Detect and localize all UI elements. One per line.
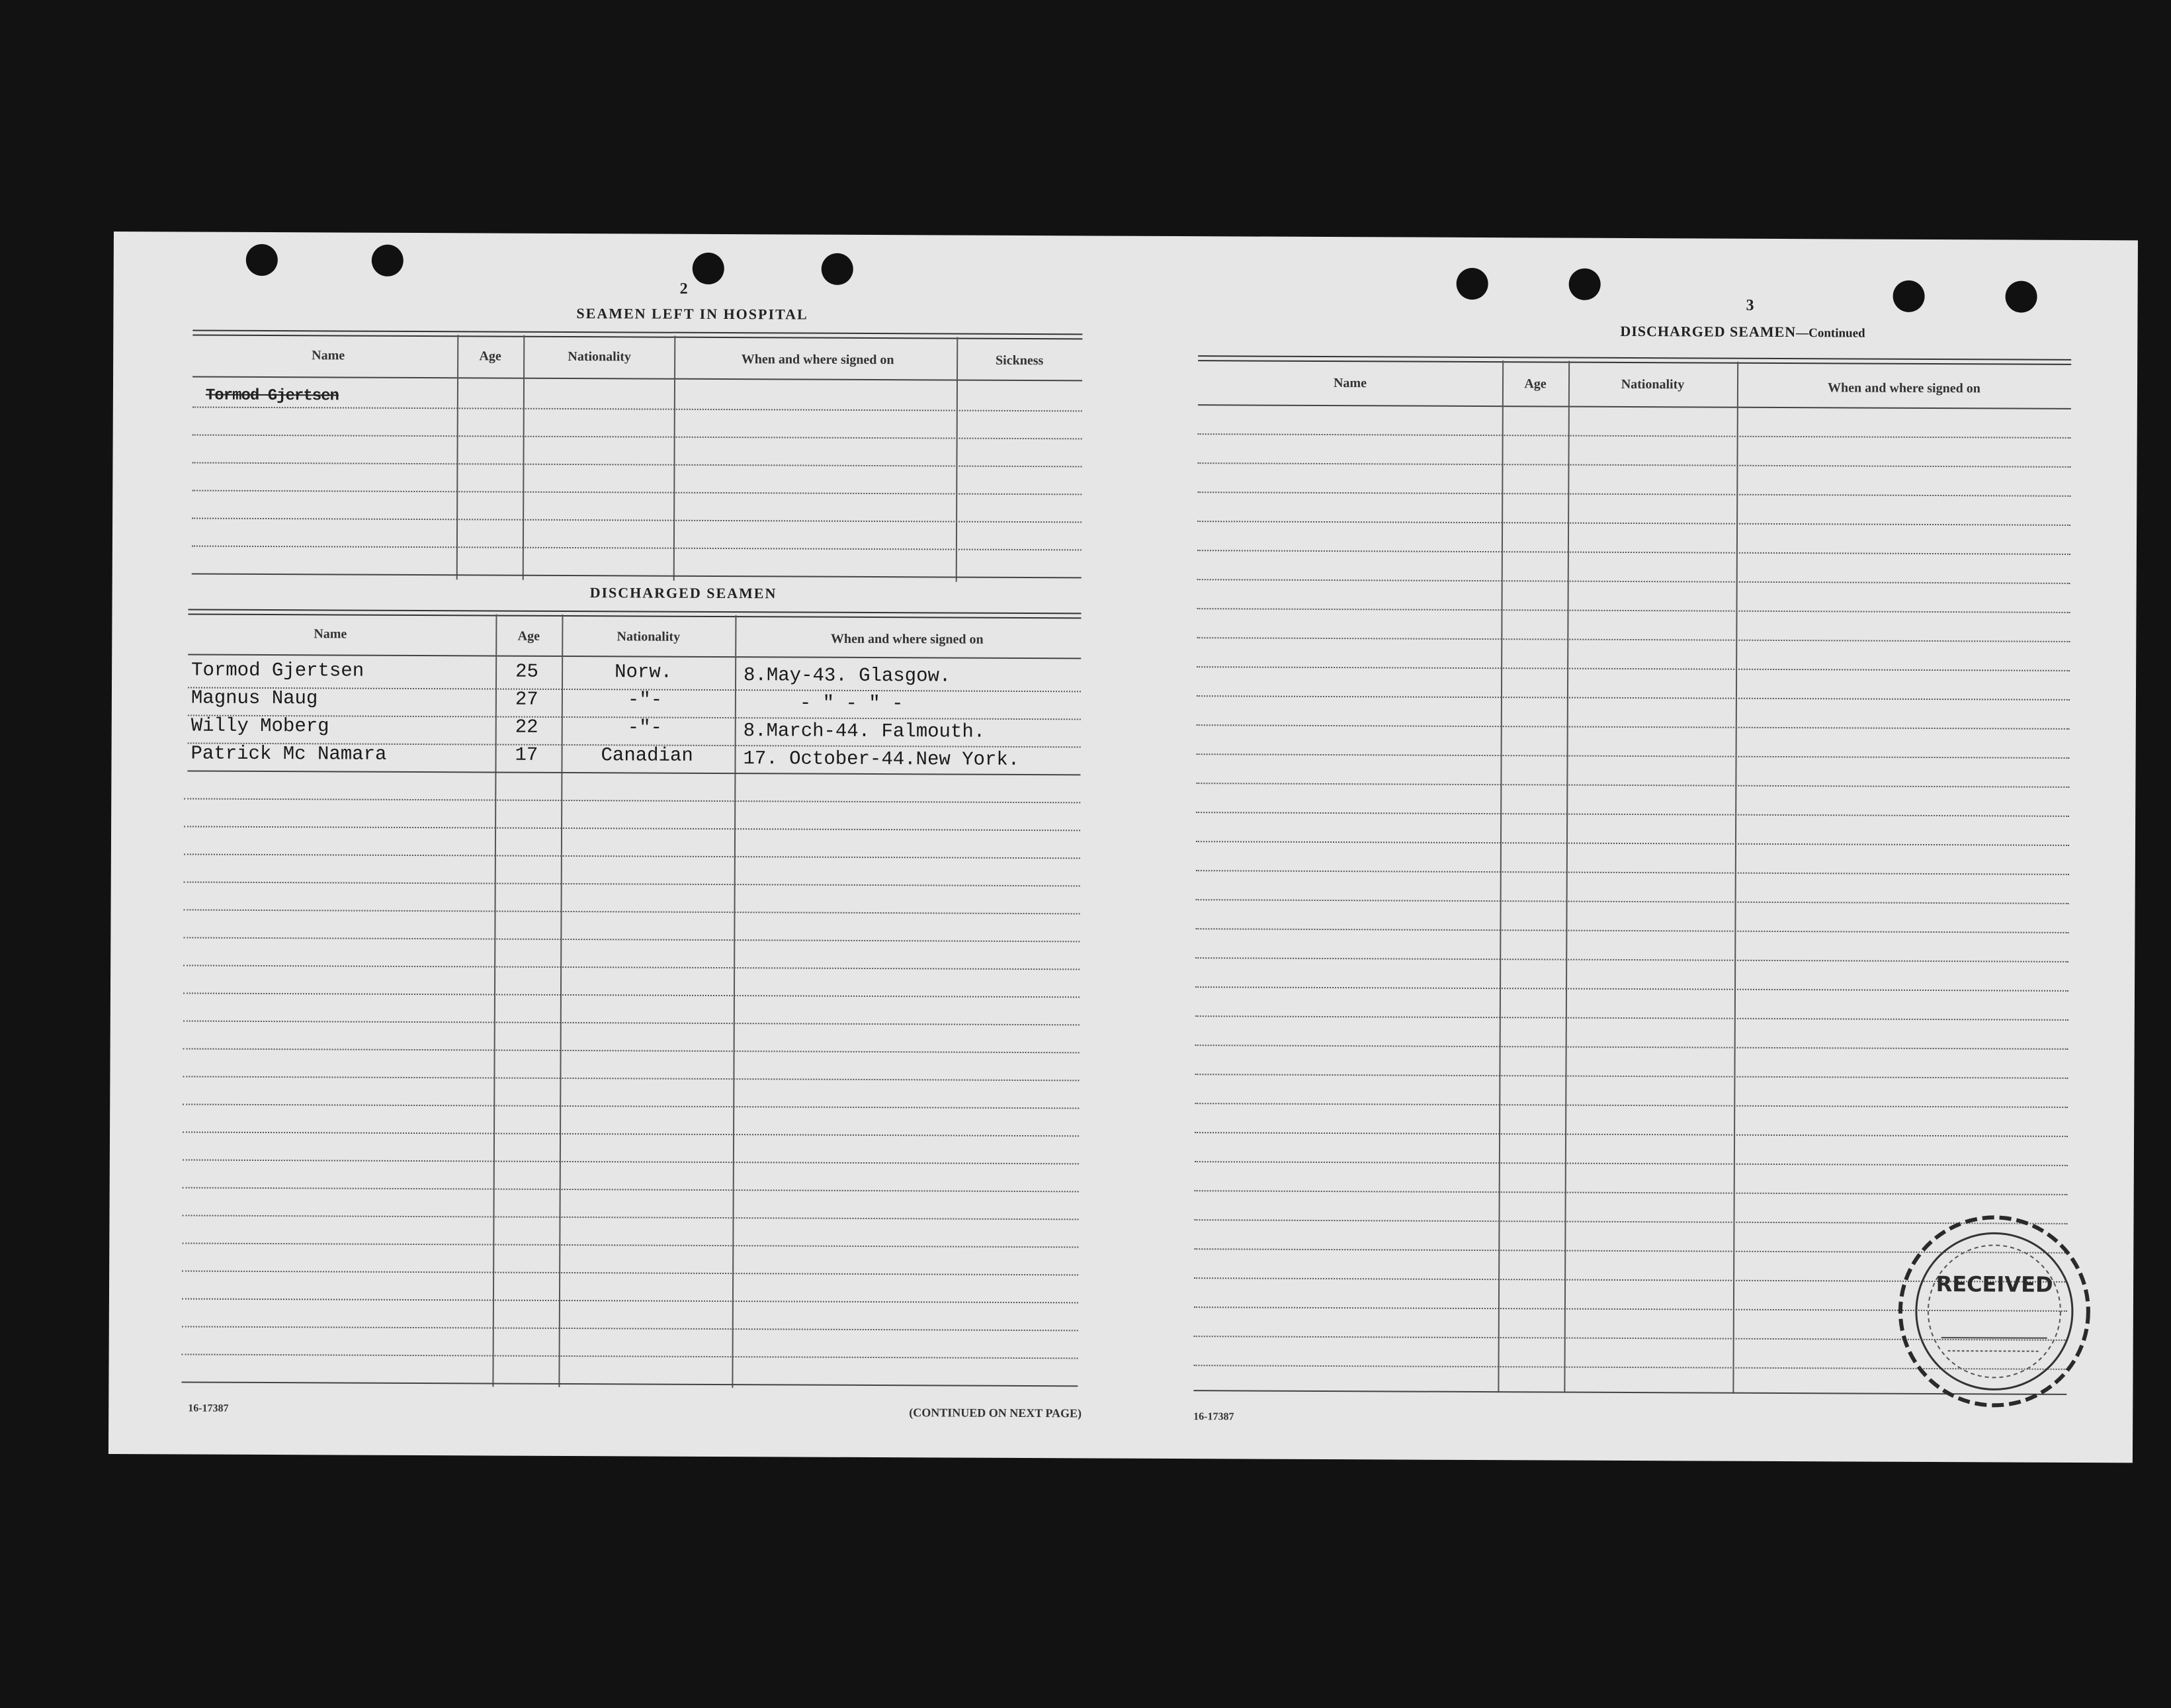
hospital-header-sickness: Sickness (995, 353, 1044, 368)
discharged-nationality: -"- (627, 689, 663, 711)
form-number: 16-17387 (1193, 1411, 1234, 1423)
left-page (161, 232, 1132, 1458)
discharged-signed-on: 8.May-43. Glasgow. (744, 664, 951, 687)
discharged-header-age: Age (517, 628, 540, 644)
page-number: 3 (1746, 296, 1754, 314)
form-number: 16-17387 (188, 1402, 229, 1414)
right-page-title-main: DISCHARGED SEAMEN (1620, 322, 1797, 341)
document-sheet (108, 232, 2138, 1463)
discharged-header-nationality: Nationality (617, 629, 681, 644)
discharged-signed-on: 17. October-44.New York. (743, 747, 1020, 771)
right-header-name: Name (1333, 376, 1367, 391)
right-page (1193, 236, 2085, 1463)
right-header-age: Age (1524, 376, 1547, 392)
discharged-section-title: DISCHARGED SEAMEN (589, 584, 777, 602)
discharged-age: 17 (515, 744, 538, 766)
discharged-age: 25 (515, 660, 538, 683)
hospital-section-title: SEAMEN LEFT IN HOSPITAL (576, 305, 808, 323)
discharged-age: 27 (515, 688, 538, 710)
right-page-title (1620, 323, 1865, 341)
received-stamp (1894, 1212, 2094, 1411)
discharged-nationality: Canadian (601, 744, 693, 767)
right-header-nationality: Nationality (1621, 376, 1685, 392)
discharged-nationality: Norw. (615, 661, 673, 683)
discharged-name: Patrick Mc Namara (191, 742, 387, 765)
discharged-name: Willy Moberg (191, 714, 329, 738)
discharged-name: Magnus Naug (191, 687, 318, 710)
crossed-out-name: Tormod Gjertsen (205, 386, 339, 406)
hospital-header-name: Name (312, 348, 345, 363)
discharged-signed-on: - " - " - (799, 692, 904, 715)
hospital-header-nationality: Nationality (568, 349, 632, 364)
discharged-name: Tormod Gjertsen (191, 659, 364, 682)
discharged-signed-on: 8.March-44. Falmouth. (743, 720, 986, 743)
stamp-text: RECEIVED (1936, 1271, 2053, 1297)
continued-note: (CONTINUED ON NEXT PAGE) (909, 1406, 1082, 1420)
page-number: 2 (679, 280, 688, 298)
hospital-header-signed-on: When and where signed on (741, 352, 894, 368)
discharged-header-signed-on: When and where signed on (830, 631, 984, 647)
right-header-signed-on: When and where signed on (1828, 380, 1980, 396)
discharged-nationality: -"- (627, 716, 663, 739)
hospital-header-age: Age (479, 349, 501, 364)
discharged-header-name: Name (314, 626, 347, 642)
discharged-age: 22 (515, 716, 538, 738)
right-page-title-suffix: —Continued (1796, 326, 1865, 341)
